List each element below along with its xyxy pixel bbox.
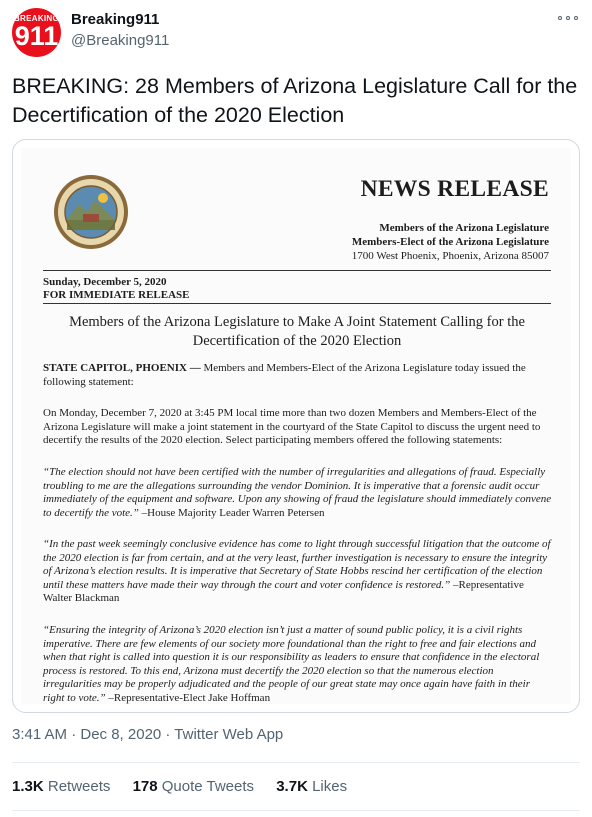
quote-text: “In the past week seemingly conclusive evidence has come to light through successful litigation that the outcome of the 2020 election is far from certain, and at the very least, further investigation is necessary to ensure the integrity of Arizona’s election results. It is imperative that Secretary of State Hobbs rescind her certification of the election until these matters have made their way through the court and voter confidence is restored.” — [43, 538, 551, 591]
headline-line: Decertification of the 2020 Election — [192, 333, 402, 349]
retweets-label: Retweets — [43, 778, 111, 795]
likes-label: Likes — [307, 778, 348, 795]
dateline: STATE CAPITOL, PHOENIX — — [43, 362, 201, 374]
quote-attribution: –House Majority Leader Warren Petersen — [138, 506, 325, 519]
quote-tweets-stat[interactable] — [133, 778, 254, 795]
quote-paragraph — [43, 466, 553, 520]
paragraph — [43, 362, 553, 389]
likes-count: 3.7K — [276, 778, 308, 795]
release-date-block — [43, 276, 189, 302]
quote-attribution: –Representative-Elect Jake Hoffman — [105, 691, 271, 704]
quote-tweets-label: Quote Tweets — [157, 778, 255, 795]
divider-rule — [43, 303, 551, 304]
headline-line: Members of the Arizona Legislature to Make A Joint Statement Calling for the — [69, 314, 525, 330]
quote-paragraph — [43, 624, 553, 705]
tweet-stats — [12, 778, 365, 795]
release-address — [352, 221, 549, 263]
paragraph-text: Members and Members-Elect of the Arizona Legislature today issued the following statement: — [43, 362, 526, 388]
paragraph — [43, 407, 553, 448]
avatar-top-text: BREAKING — [13, 14, 60, 23]
address-line: Members-Elect of the Arizona Legislature — [351, 236, 549, 248]
retweets-stat[interactable] — [12, 778, 110, 795]
arizona-seal-icon — [53, 174, 129, 250]
quote-paragraph — [43, 538, 553, 606]
retweets-count: 1.3K — [12, 778, 44, 795]
paragraph-text: On Monday, December 7, 2020 at 3:45 PM local time more than two dozen Members and Members-Elect of the Arizona Legislature will make a joint statement in the courtyard of the State Capitol to discuss the urgent need to decertify the results of the 2020 election. Select participating members offered the following statements: — [43, 407, 541, 446]
tweet-timestamp[interactable]: 3:41 AM · Dec 8, 2020 · Twitter Web App — [12, 726, 284, 743]
more-options-icon[interactable] — [558, 12, 580, 24]
likes-stat[interactable] — [276, 778, 347, 795]
news-release-document — [21, 148, 571, 704]
divider — [12, 762, 580, 763]
quote-attribution: –Representative Walter Blackman — [43, 578, 524, 604]
release-headline — [43, 313, 551, 351]
quote-text: “The election should not have been certified with the number of irregularities and allegations of fraud. Especially troubling to me are the allegations surrounding the vendor Dominion. It is imperative that a forensic audit occur immediately of the equipment and software. Upon any showing of fraud the legislature should immediately convene to decertify the vote.” — [43, 466, 552, 519]
quote-tweets-count: 178 — [132, 778, 158, 795]
address-line: 1700 West Phoenix, Phoenix, Arizona 85007 — [351, 250, 549, 262]
quote-text: “Ensuring the integrity of Arizona’s 2020 election isn’t just a matter of sound public policy, it is a civil rights imperative. There are few elements of our society more foundational than the right to free and fair elections and when that right is called into question it is our responsibility as leaders to ensure that confidence in the electoral process is restored. To this end, Arizona must decertify the 2020 election so that the numerous election irregularities may be properly adjudicated and the people of our great state may once again have faith in their right to vote.” — [43, 624, 540, 704]
divider-rule — [43, 270, 551, 271]
tweet-header — [12, 8, 580, 58]
tweet-image[interactable] — [12, 139, 580, 713]
tweet-text: BREAKING: 28 Members of Arizona Legislature Call for the Decertification of the 2020 Election — [12, 74, 578, 127]
avatar[interactable] — [12, 8, 61, 57]
release-date: Sunday, December 5, 2020 — [43, 276, 167, 288]
author-handle[interactable]: @Breaking911 — [71, 32, 170, 49]
divider — [12, 810, 580, 811]
news-release-title: NEWS RELEASE — [360, 176, 549, 202]
address-line: Members of the Arizona Legislature — [379, 222, 549, 234]
release-type: FOR IMMEDIATE RELEASE — [43, 289, 190, 301]
author-name[interactable]: Breaking911 — [71, 11, 160, 28]
avatar-number: 911 — [14, 21, 59, 51]
